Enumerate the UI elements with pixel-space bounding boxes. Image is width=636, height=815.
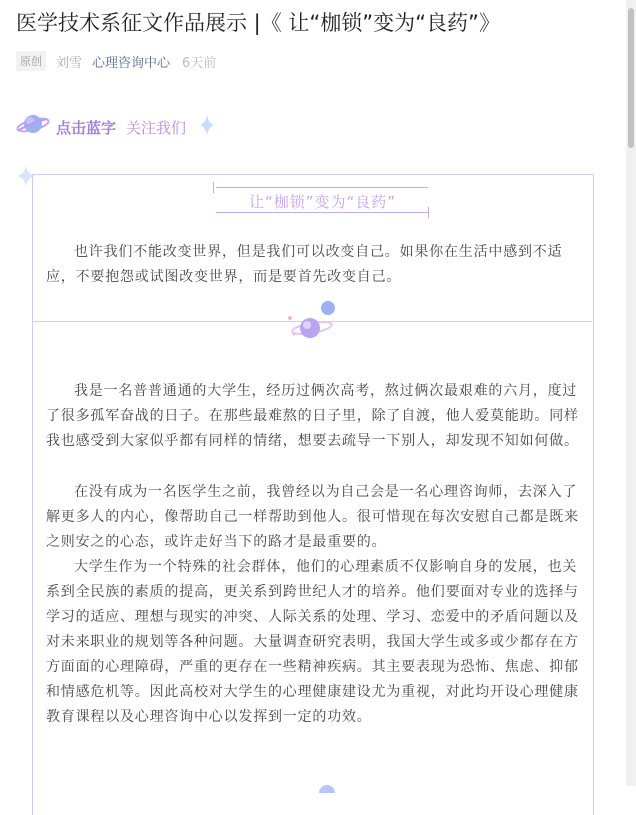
body-paragraph: 大学生作为一个特殊的社会群体，他们的心理素质不仅影响自身的发展，也关系到全民族的素质的提高，更关系到跨世纪人才的培养。他们要面对专业的选择与学习的适应、理想与现实的冲突、人际关系的处理、学习、恋爱中的矛盾问题以及对未来职业的规划等各种问题。大量调查研究表明，我国大学生或多或少都存在方方面面的心理障碍，严重的更存在一些精神疾病。其主要表现为恐怖、焦虑、抑郁和情感危机等。因此高校对大学生的心理健康建设尤为重视，对此均开设心理健康教育课程以及心理咨询中心以发挥到一定的功效。 (46, 559, 579, 725)
original-badge: 原创 (16, 51, 46, 71)
follow-text: 关注我们 (126, 118, 187, 137)
author-name: 刘雪 (56, 55, 83, 71)
scrollbar-thumb[interactable] (628, 8, 634, 148)
publish-time: 6天前 (182, 55, 217, 71)
article-meta (16, 50, 216, 72)
heading-line-bottom (216, 212, 428, 213)
sparkle-icon (200, 114, 214, 140)
account-link[interactable]: 心理咨询中心 (92, 55, 171, 71)
follow-banner[interactable] (16, 110, 214, 144)
planet-icon (16, 110, 50, 144)
scrollbar-track[interactable] (626, 0, 636, 786)
section-heading-box (210, 182, 435, 222)
heading-line-top (216, 187, 428, 188)
follow-blue-text: 点击蓝字 (56, 118, 117, 137)
article-title: 医学技术系征文作品展示 |《 让“枷锁”变为“良药”》 (16, 11, 500, 35)
section-heading: 让“枷锁”变为“良药” (248, 193, 397, 211)
body-paragraph: 我是一名普普通通的大学生，经历过俩次高考，熬过俩次最艰难的六月，度过了很多孤军奋战的日子。在那些最难熬的日子里，除了自渡，他人爱莫能助。同样我也感受到大家似乎都有同样的情绪，想要去疏导一下别人，却发现不知如何做。 (46, 383, 579, 449)
intro-paragraph: 也许我们不能改变世界，但是我们可以改变自己。如果你在生活中感到不适应，不要抱怨或试图改变世界，而是要首先改变自己。 (46, 244, 563, 285)
planet-icon (284, 298, 340, 346)
body-paragraph: 在没有成为一名医学生之前，我曾经以为自己会是一名心理咨询师，去深入了解更多人的内心，像帮助自己一样帮助到他人。很可惜现在每次安慰自己都是既来之则安之的心态，或许走好当下的路才是最重要的。 (46, 484, 579, 550)
planet-icon (316, 778, 338, 797)
